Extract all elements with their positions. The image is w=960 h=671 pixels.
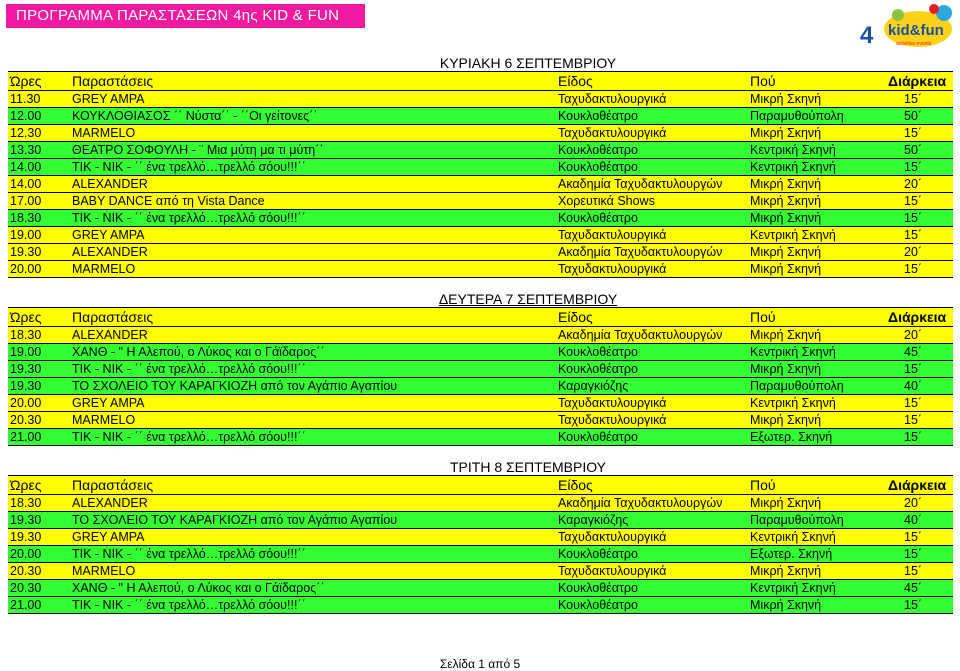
table-row — [8, 159, 953, 176]
place-cell: Μικρή Σκηνή — [748, 91, 886, 108]
type-cell: Ταχυδακτυλουργικά — [556, 529, 748, 546]
show-cell: TIK - NIK - ΄΄ ένα τρελλό…τρελλό σόου!!!΄΄ — [70, 597, 556, 614]
duration-cell: 15΄ — [886, 125, 953, 142]
time-cell: 20.00 — [8, 261, 70, 278]
place-cell: Κεντρική Σκηνή — [748, 580, 886, 597]
show-cell: ΤΟ ΣΧΟΛΕΙΟ ΤΟΥ ΚΑΡΑΓΚΙΟΖΗ από τον Αγάπιο Αγαπίου — [70, 512, 556, 529]
duration-cell: 15΄ — [886, 597, 953, 614]
duration-cell: 15΄ — [886, 412, 953, 429]
type-cell: Ταχυδακτυλουργικά — [556, 412, 748, 429]
time-cell: 11.30 — [8, 91, 70, 108]
type-cell: Ακαδημία Ταχυδακτυλουργών — [556, 327, 748, 344]
duration-cell: 45΄ — [886, 580, 953, 597]
time-cell: 19.00 — [8, 344, 70, 361]
table-row — [8, 344, 953, 361]
type-cell: Κουκλοθέατρο — [556, 142, 748, 159]
time-cell: 20.30 — [8, 412, 70, 429]
time-cell: 19.30 — [8, 512, 70, 529]
place-cell: Μικρή Σκηνή — [748, 495, 886, 512]
show-cell: GREY AMPA — [70, 529, 556, 546]
table-row — [8, 563, 953, 580]
duration-cell: 15΄ — [886, 395, 953, 412]
show-cell: MARMELO — [70, 563, 556, 580]
place-cell: Παραμυθούπολη — [748, 512, 886, 529]
duration-cell: 15΄ — [886, 159, 953, 176]
place-cell: Παραμυθούπολη — [748, 108, 886, 125]
show-cell: TIK - NIK - ΄΄ ένα τρελλό…τρελλό σόου!!!΄΄ — [70, 159, 556, 176]
time-cell: 21.00 — [8, 429, 70, 446]
type-cell: Ταχυδακτυλουργικά — [556, 395, 748, 412]
show-cell: ALEXANDER — [70, 176, 556, 193]
show-cell: TIK - NIK - ΄΄ ένα τρελλό…τρελλό σόου!!!΄΄ — [70, 210, 556, 227]
column-header-duration: Διάρκεια — [886, 476, 953, 495]
place-cell: Μικρή Σκηνή — [748, 597, 886, 614]
time-cell: 19.30 — [8, 361, 70, 378]
table-row — [8, 512, 953, 529]
table-row — [8, 210, 953, 227]
column-header-type: Είδος — [556, 72, 748, 91]
type-cell: Ταχυδακτυλουργικά — [556, 261, 748, 278]
duration-cell: 15΄ — [886, 91, 953, 108]
time-cell: 13.30 — [8, 142, 70, 159]
time-cell: 20.00 — [8, 395, 70, 412]
place-cell: Μικρή Σκηνή — [748, 361, 886, 378]
duration-cell: 15΄ — [886, 429, 953, 446]
column-header-show: Παραστάσεις — [70, 72, 556, 91]
column-header-time: Ώρες — [8, 72, 70, 91]
type-cell: Κουκλοθέατρο — [556, 344, 748, 361]
type-cell: Ταχυδακτυλουργικά — [556, 227, 748, 244]
column-header-show: Παραστάσεις — [70, 476, 556, 495]
duration-cell: 15΄ — [886, 529, 953, 546]
day-title: ΚΥΡΙΑΚΗ 6 ΣΕΠΤΕΜΒΡΙΟΥ — [439, 55, 617, 71]
show-cell: ΧΑΝΘ - " Η Αλεπού, ο Λύκος και ο Γάϊδαρος΄΄ — [70, 580, 556, 597]
duration-cell: 15΄ — [886, 563, 953, 580]
kid-and-fun-logo — [858, 3, 954, 53]
table-row — [8, 580, 953, 597]
type-cell: Κουκλοθέατρο — [556, 210, 748, 227]
header-row — [8, 72, 953, 91]
logo-subtext: activities events — [896, 41, 932, 47]
column-header-place: Πού — [748, 72, 886, 91]
type-cell: Κουκλοθέατρο — [556, 108, 748, 125]
column-header-duration: Διάρκεια — [886, 308, 953, 327]
table-row — [8, 378, 953, 395]
table-row — [8, 125, 953, 142]
table-row — [8, 495, 953, 512]
place-cell: Κεντρική Σκηνή — [748, 142, 886, 159]
place-cell: Μικρή Σκηνή — [748, 261, 886, 278]
place-cell: Κεντρική Σκηνή — [748, 159, 886, 176]
type-cell: Κουκλοθέατρο — [556, 361, 748, 378]
day-block — [8, 460, 953, 614]
duration-cell: 20΄ — [886, 244, 953, 261]
show-cell: GREY AMPA — [70, 227, 556, 244]
time-cell: 19.30 — [8, 244, 70, 261]
day-block — [8, 292, 953, 446]
show-cell: ΘΕΑΤΡΟ ΣΟΦΟΥΛΗ - ¨ Μια μύτη μα τι μύτη΄΄ — [70, 142, 556, 159]
type-cell: Ταχυδακτυλουργικά — [556, 91, 748, 108]
place-cell: Μικρή Σκηνή — [748, 563, 886, 580]
type-cell: Χορευτικά Shows — [556, 193, 748, 210]
table-row — [8, 395, 953, 412]
place-cell: Παραμυθούπολη — [748, 378, 886, 395]
column-header-type: Είδος — [556, 308, 748, 327]
duration-cell: 15΄ — [886, 193, 953, 210]
table-row — [8, 91, 953, 108]
column-header-place: Πού — [748, 476, 886, 495]
show-cell: TIK - NIK - ΄΄ ένα τρελλό…τρελλό σόου!!!΄΄ — [70, 429, 556, 446]
show-cell: MARMELO — [70, 261, 556, 278]
table-row — [8, 176, 953, 193]
place-cell: Κεντρική Σκηνή — [748, 344, 886, 361]
duration-cell: 40΄ — [886, 378, 953, 395]
show-cell: ALEXANDER — [70, 327, 556, 344]
show-cell: MARMELO — [70, 412, 556, 429]
column-header-time: Ώρες — [8, 476, 70, 495]
type-cell: Κουκλοθέατρο — [556, 597, 748, 614]
type-cell: Καραγκιόζης — [556, 378, 748, 395]
show-cell: BABY DANCE από τη Vista Dance — [70, 193, 556, 210]
place-cell: Μικρή Σκηνή — [748, 176, 886, 193]
duration-cell: 20΄ — [886, 176, 953, 193]
day-title: ΤΡΙΤΗ 8 ΣΕΠΤΕΜΒΡΙΟΥ — [449, 459, 606, 475]
day-title: ΔΕΥΤΕΡΑ 7 ΣΕΠΤΕΜΒΡΙΟΥ — [438, 291, 618, 307]
column-header-show: Παραστάσεις — [70, 308, 556, 327]
place-cell: Μικρή Σκηνή — [748, 210, 886, 227]
place-cell: Μικρή Σκηνή — [748, 327, 886, 344]
duration-cell: 15΄ — [886, 227, 953, 244]
type-cell: Ακαδημία Ταχυδακτυλουργών — [556, 495, 748, 512]
type-cell: Κουκλοθέατρο — [556, 159, 748, 176]
duration-cell: 40΄ — [886, 512, 953, 529]
type-cell: Κουκλοθέατρο — [556, 429, 748, 446]
time-cell: 14.00 — [8, 159, 70, 176]
table-row — [8, 597, 953, 614]
logo-number: 4 — [860, 22, 874, 49]
table-row — [8, 244, 953, 261]
header-row — [8, 476, 953, 495]
place-cell: Κεντρική Σκηνή — [748, 529, 886, 546]
table-row — [8, 546, 953, 563]
duration-cell: 15΄ — [886, 546, 953, 563]
table-row — [8, 361, 953, 378]
table-row — [8, 261, 953, 278]
column-header-time: Ώρες — [8, 308, 70, 327]
place-cell: Εξωτερ. Σκηνή — [748, 429, 886, 446]
table-row — [8, 529, 953, 546]
table-row — [8, 193, 953, 210]
type-cell: Ακαδημία Ταχυδακτυλουργών — [556, 244, 748, 261]
column-header-duration: Διάρκεια — [886, 72, 953, 91]
show-cell: TIK - NIK - ΄΄ ένα τρελλό…τρελλό σόου!!!΄΄ — [70, 546, 556, 563]
show-cell: GREY AMPA — [70, 91, 556, 108]
schedule-table — [8, 475, 953, 614]
time-cell: 12.00 — [8, 108, 70, 125]
logo-text: kid&fun — [888, 22, 944, 39]
show-cell: MARMELO — [70, 125, 556, 142]
column-header-place: Πού — [748, 308, 886, 327]
time-cell: 14.00 — [8, 176, 70, 193]
place-cell: Μικρή Σκηνή — [748, 244, 886, 261]
show-cell: GREY AMPA — [70, 395, 556, 412]
table-row — [8, 108, 953, 125]
table-row — [8, 142, 953, 159]
type-cell: Ακαδημία Ταχυδακτυλουργών — [556, 176, 748, 193]
show-cell: ΚΟΥΚΛΟΘΙΑΣΟΣ ΄΄ Νύστα΄΄ - ΄΄Οι γείτονες΄΄ — [70, 108, 556, 125]
time-cell: 18.30 — [8, 495, 70, 512]
time-cell: 18.30 — [8, 210, 70, 227]
program-banner: ΠΡΟΓΡΑΜΜΑ ΠΑΡΑΣΤΑΣΕΩΝ 4ης KID & FUN — [6, 4, 365, 28]
show-cell: ALEXANDER — [70, 495, 556, 512]
schedule-table — [8, 71, 953, 278]
time-cell: 19.30 — [8, 529, 70, 546]
place-cell: Εξωτερ. Σκηνή — [748, 546, 886, 563]
table-row — [8, 327, 953, 344]
day-block — [8, 56, 953, 278]
duration-cell: 20΄ — [886, 327, 953, 344]
page-footer: Σελίδα 1 από 5 — [439, 657, 521, 671]
header-row — [8, 308, 953, 327]
type-cell: Καραγκιόζης — [556, 512, 748, 529]
duration-cell: 50΄ — [886, 142, 953, 159]
type-cell: Κουκλοθέατρο — [556, 546, 748, 563]
schedule-table — [8, 307, 953, 446]
place-cell: Μικρή Σκηνή — [748, 125, 886, 142]
duration-cell: 15΄ — [886, 261, 953, 278]
duration-cell: 20΄ — [886, 495, 953, 512]
duration-cell: 45΄ — [886, 344, 953, 361]
column-header-type: Είδος — [556, 476, 748, 495]
type-cell: Ταχυδακτυλουργικά — [556, 125, 748, 142]
time-cell: 20.30 — [8, 563, 70, 580]
table-row — [8, 429, 953, 446]
time-cell: 19.00 — [8, 227, 70, 244]
type-cell: Ταχυδακτυλουργικά — [556, 563, 748, 580]
time-cell: 17.00 — [8, 193, 70, 210]
time-cell: 20.00 — [8, 546, 70, 563]
show-cell: ALEXANDER — [70, 244, 556, 261]
show-cell: TIK - NIK - ΄΄ ένα τρελλό…τρελλό σόου!!!΄΄ — [70, 361, 556, 378]
duration-cell: 15΄ — [886, 361, 953, 378]
place-cell: Κεντρική Σκηνή — [748, 227, 886, 244]
time-cell: 12.30 — [8, 125, 70, 142]
show-cell: ΤΟ ΣΧΟΛΕΙΟ ΤΟΥ ΚΑΡΑΓΚΙΟΖΗ από τον Αγάπιο Αγαπίου — [70, 378, 556, 395]
duration-cell: 50΄ — [886, 108, 953, 125]
table-row — [8, 227, 953, 244]
time-cell: 20.30 — [8, 580, 70, 597]
time-cell: 21.00 — [8, 597, 70, 614]
place-cell: Μικρή Σκηνή — [748, 412, 886, 429]
time-cell: 18.30 — [8, 327, 70, 344]
show-cell: ΧΑΝΘ - " Η Αλεπού, ο Λύκος και ο Γάϊδαρος΄΄ — [70, 344, 556, 361]
place-cell: Κεντρική Σκηνή — [748, 395, 886, 412]
type-cell: Κουκλοθέατρο — [556, 580, 748, 597]
time-cell: 19.30 — [8, 378, 70, 395]
duration-cell: 15΄ — [886, 210, 953, 227]
place-cell: Μικρή Σκηνή — [748, 193, 886, 210]
table-row — [8, 412, 953, 429]
